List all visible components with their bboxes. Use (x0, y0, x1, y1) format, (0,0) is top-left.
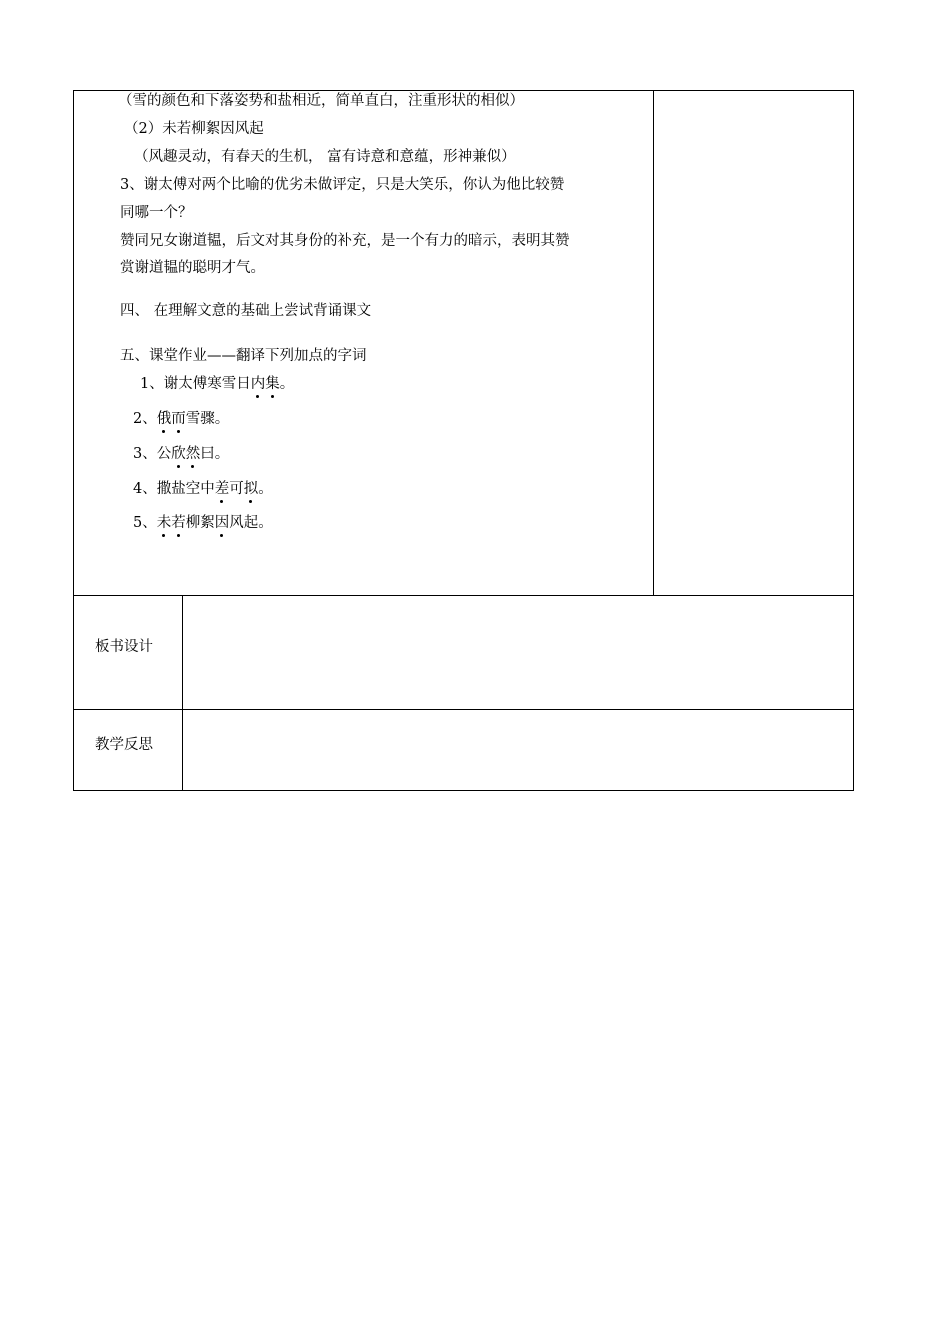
board-design-label: 板书设计 (95, 639, 153, 655)
item-text: 。 (279, 376, 295, 392)
teaching-reflection-cell (183, 710, 853, 790)
text-line: 赏谢道韫的聪明才气。 (120, 260, 265, 276)
text-line: （风趣灵动，有春天的生机， 富有诗意和意蕴，形神兼似） (134, 149, 516, 165)
exercise-item (140, 375, 294, 393)
item-text: 雪骤。 (185, 411, 230, 427)
dotted-char: 因 (214, 515, 230, 531)
board-design-cell (183, 596, 853, 709)
item-text: 撒盐空中 (156, 481, 215, 497)
section-heading: 四、 在理解文意的基础上尝试背诵课文 (120, 303, 372, 319)
exercise-item (133, 410, 229, 428)
section-heading: 五、课堂作业——翻译下列加点的字词 (120, 348, 367, 364)
item-number: 2、 (133, 411, 157, 427)
item-text: 可 (229, 481, 244, 497)
item-text: 曰。 (200, 446, 230, 462)
text-line: 赞同兄女谢道韫，后文对其身份的补充，是一个有力的暗示，表明其赞 (120, 233, 570, 249)
dotted-char: 若 (171, 515, 186, 531)
dotted-char: 差 (214, 481, 230, 497)
table-border-left (73, 90, 74, 791)
dotted-char: 而 (171, 411, 186, 427)
item-number: 5、 (133, 515, 157, 531)
text-line: （2）未若柳絮因风起 (124, 121, 264, 137)
item-number: 4、 (133, 481, 157, 497)
item-text: 谢太傅寒雪日 (163, 376, 251, 392)
dotted-char: 欣 (171, 446, 186, 462)
item-number: 3、 (133, 446, 157, 462)
dotted-char: 然 (185, 446, 201, 462)
text-line: （雪的颜色和下落姿势和盐相近，简单直白，注重形状的相似） (118, 93, 524, 109)
dotted-char: 俄 (156, 411, 172, 427)
text-line: 3、谢太傅对两个比喻的优劣未做评定，只是大笑乐，你认为他比较赞 (120, 177, 565, 193)
item-text: 风起。 (229, 515, 273, 531)
notes-cell (654, 91, 853, 595)
dotted-char: 内 (250, 376, 266, 392)
teaching-reflection-label: 教学反思 (95, 737, 153, 753)
item-text: 。 (258, 481, 273, 497)
item-number: 1、 (140, 376, 164, 392)
item-text: 公 (156, 446, 172, 462)
exercise-item (133, 445, 229, 463)
exercise-item (133, 480, 273, 498)
dotted-char: 拟 (243, 481, 259, 497)
item-text: 柳絮 (185, 515, 215, 531)
text-line: 同哪一个？ (120, 205, 193, 221)
dotted-char: 集 (265, 376, 280, 392)
dotted-char: 未 (156, 515, 172, 531)
table-border-bottom (73, 790, 854, 791)
exercise-item (133, 514, 273, 532)
table-border-right (853, 90, 854, 791)
